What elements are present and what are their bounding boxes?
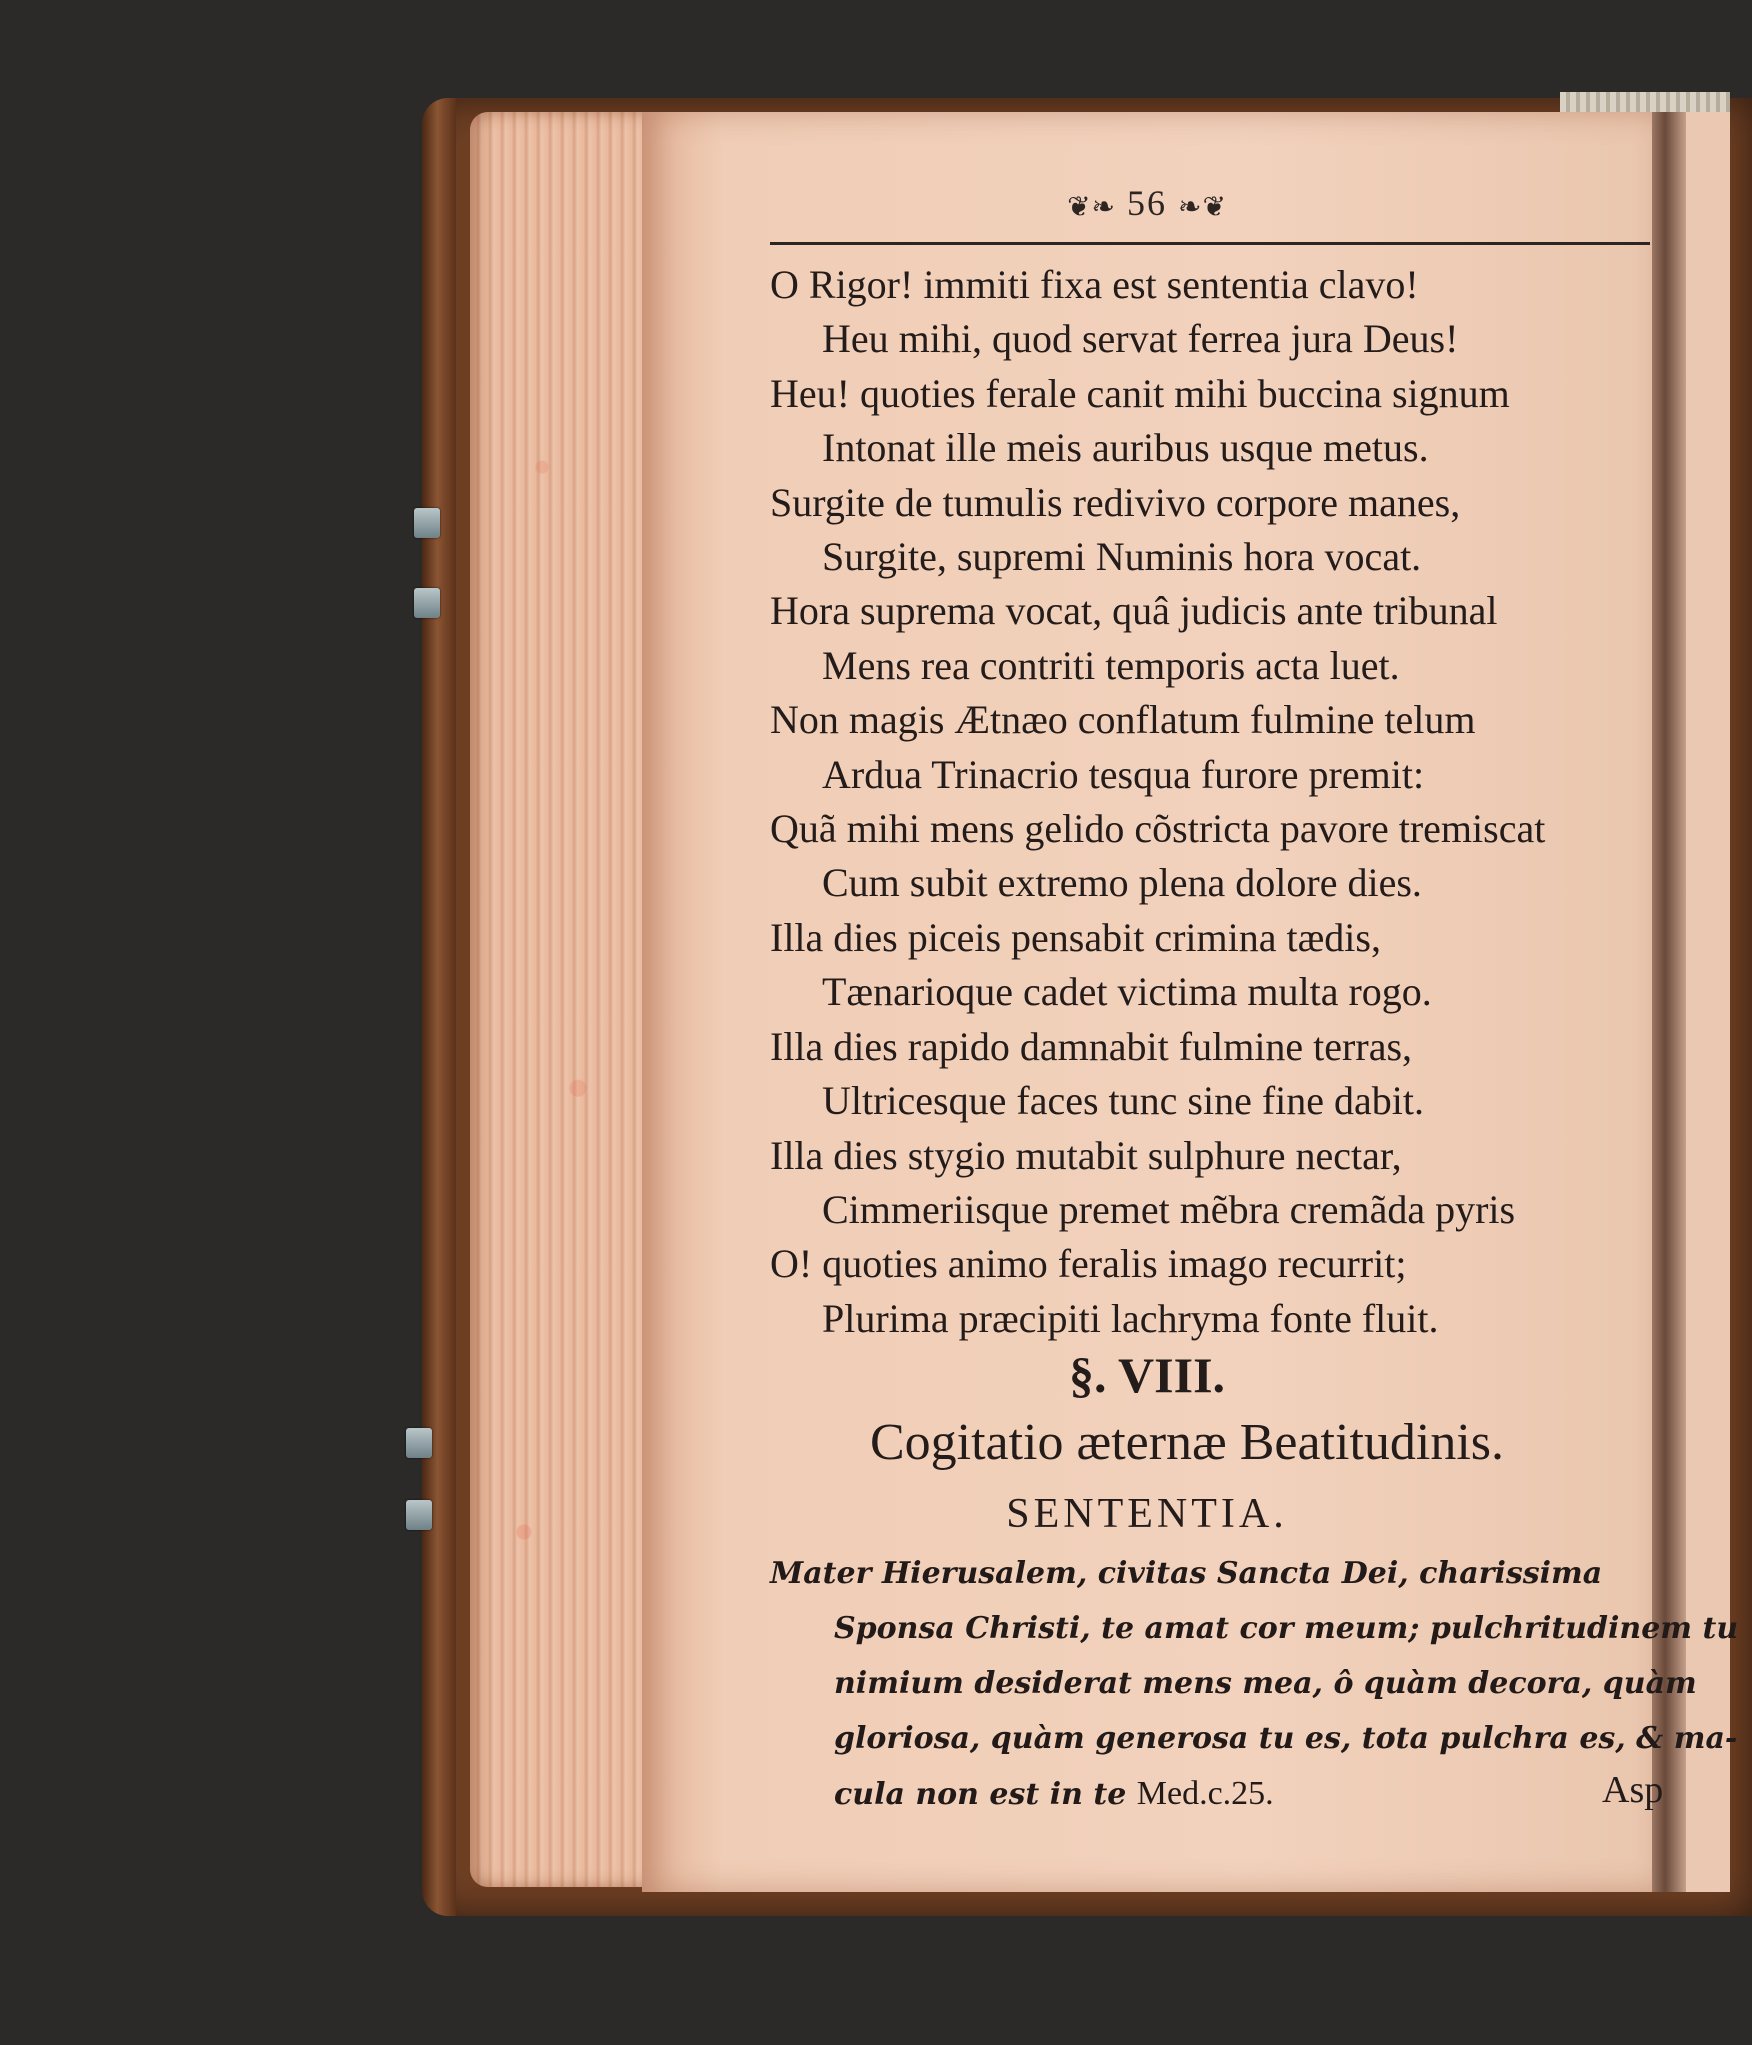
- clasp-icon: [406, 1500, 432, 1530]
- verse-line: Intonat ille meis auribus usque metus.: [822, 425, 1429, 471]
- quote-line: gloriosa, quàm generosa tu es, tota pulchra es, & ma-: [834, 1721, 1738, 1756]
- quote-line: nimium desiderat mens mea, ô quàm decora, quàm: [834, 1666, 1697, 1701]
- verse-line: Cimmeriisque premet mẽbra cremãda pyris: [822, 1186, 1516, 1232]
- verse-list: [770, 258, 1690, 1346]
- verse-line: Hora suprema vocat, quâ judicis ante tribunal: [770, 588, 1498, 634]
- page-edges: [470, 112, 650, 1887]
- verse-line: Ultricesque faces tunc sine fine dabit.: [822, 1078, 1424, 1124]
- catchword: Asp: [1602, 1769, 1664, 1811]
- quote-line-end: cula non est in te: [834, 1777, 1127, 1812]
- page-number: 56: [1127, 183, 1167, 223]
- verse-line: Heu! quoties ferale canit mihi buccina signum: [770, 370, 1510, 416]
- verse-line: Illa dies rapido damnabit fulmine terras,: [770, 1023, 1413, 1069]
- verse-line: O! quoties animo feralis imago recurrit;: [770, 1241, 1407, 1287]
- clasp-icon: [414, 508, 440, 538]
- quote-block: [770, 1546, 1739, 1822]
- quote-line: Sponsa Christi, te amat cor meum; pulchritudinem tu: [834, 1611, 1739, 1646]
- verse-line: Plurima præcipiti lachryma fonte fluit.: [822, 1295, 1439, 1341]
- clasp-icon: [406, 1428, 432, 1458]
- verse-line: Illa dies piceis pensabit crimina tædis,: [770, 914, 1381, 960]
- quote-reference: Med.c.25.: [1136, 1775, 1274, 1812]
- page-header: [642, 182, 1652, 224]
- verse-line: Cum subit extremo plena dolore dies.: [822, 860, 1422, 906]
- verse-line: Surgite, supremi Numinis hora vocat.: [822, 534, 1422, 580]
- ornament-left-icon: ❦❧: [1067, 191, 1116, 223]
- verse-line: Illa dies stygio mutabit sulphure nectar,: [770, 1132, 1402, 1178]
- verse-line: Tænarioque cadet victima multa rogo.: [822, 969, 1432, 1015]
- verse-line: Quã mihi mens gelido cõstricta pavore tremiscat: [770, 806, 1546, 852]
- ornament-right-icon: ❧❦: [1178, 191, 1227, 223]
- verse-line: Ardua Trinacrio tesqua furore premit:: [822, 751, 1425, 797]
- verse-line: Non magis Ætnæo conflatum fulmine telum: [770, 697, 1476, 743]
- verse-line: Surgite de tumulis redivivo corpore manes,: [770, 479, 1461, 525]
- verse-line: Heu mihi, quod servat ferrea jura Deus!: [822, 316, 1459, 362]
- verse-line: Mens rea contriti temporis acta luet.: [822, 642, 1400, 688]
- header-rule: [770, 242, 1650, 245]
- clasp-icon: [414, 588, 440, 618]
- quote-line: Mater Hierusalem, civitas Sancta Dei, charissima: [770, 1556, 1603, 1591]
- section-title: Cogitatio æternæ Beatitudinis.: [869, 1414, 1505, 1471]
- sententia-heading: SENTENTIA.: [1006, 1491, 1288, 1537]
- section-number: §. VIII.: [1068, 1347, 1226, 1403]
- book-page: [642, 112, 1739, 1892]
- verse-line: O Rigor! immiti fixa est sententia clavo!: [770, 262, 1419, 307]
- quote-line: [770, 1766, 1670, 1822]
